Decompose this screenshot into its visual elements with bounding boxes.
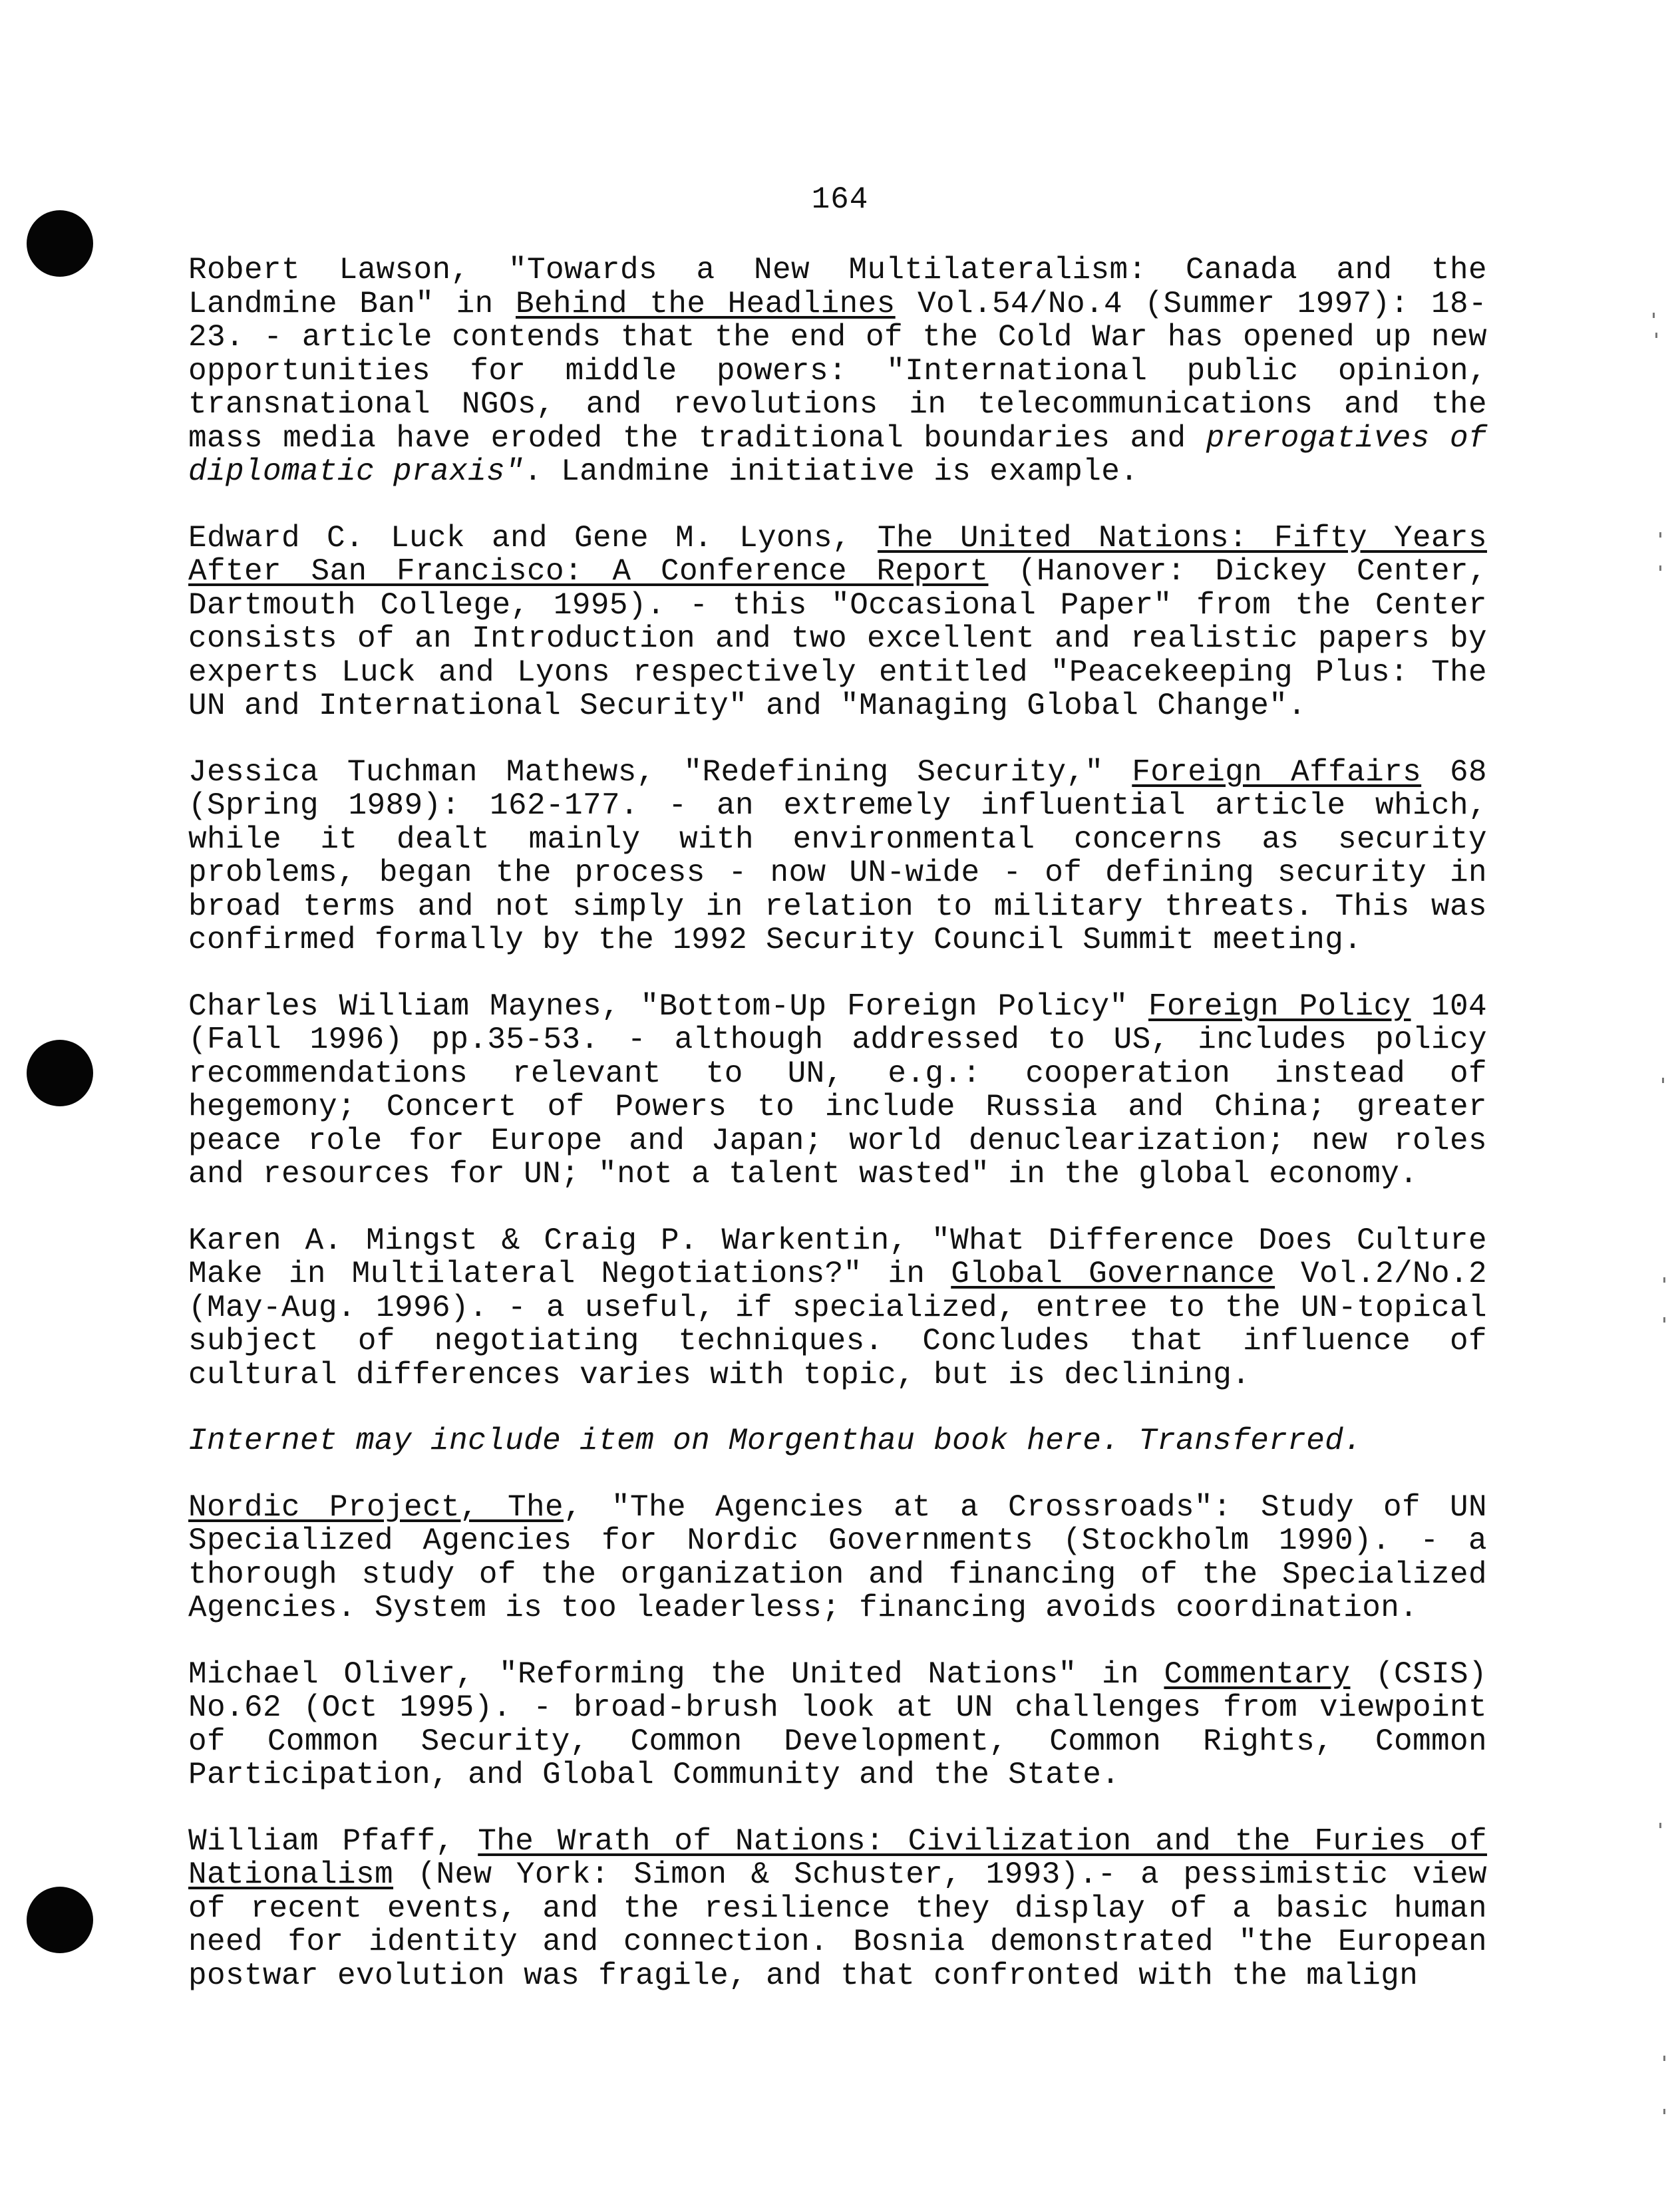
entry-title: The Wrath of Nations: Civilization and the Furies of Nationalism (188, 1823, 1488, 1892)
entry-description: Vol.2/No.2 (May-Aug. 1996). - a useful, if specialized, entree to the UN-topical subject of negotiating techniques. Concludes that influence of cultural differences varies with topic, but is declining. (188, 1257, 1487, 1392)
bibliography-list (188, 253, 1487, 2025)
entry-description-tail: . Landmine initiative is example. (524, 454, 1139, 489)
bibliography-entry-maynes (188, 990, 1487, 1191)
bibliography-entry-lawson (188, 253, 1487, 489)
bibliography-entry-nordic-project (188, 1491, 1487, 1625)
scan-speck (1663, 1277, 1665, 1283)
entry-description: , "The Agencies at a Crossroads": Study of UN Specialized Agencies for Nordic Governments (Stockholm 1990). - a thorough study of the organization and financing of the Specialized Agencies. System is too leaderless; financing avoids coordination. (188, 1490, 1487, 1625)
binder-hole (27, 1040, 93, 1106)
bibliography-entry-luck-lyons (188, 522, 1487, 723)
entry-author: Robert Lawson, "Towards a New Multilateralism: Canada and the Landmine Ban" in (188, 253, 1487, 321)
entry-title: Behind the Headlines (515, 286, 896, 321)
scan-speck (1662, 1078, 1664, 1083)
entry-quote: prerogatives of diplomatic praxis" (188, 420, 1487, 489)
binder-hole (27, 1887, 93, 1953)
bibliography-entry-oliver (188, 1658, 1487, 1792)
bibliography-entry-pfaff (188, 1825, 1487, 1993)
scan-speck (1663, 2109, 1665, 2114)
entry-title: The United Nations: Fifty Years After San Francisco: A Conference Report (188, 520, 1487, 589)
scan-speck (1663, 2056, 1665, 2061)
entry-author: Michael Oliver, "Reforming the United Nations" in (188, 1656, 1164, 1692)
entry-title: Foreign Affairs (1132, 754, 1422, 790)
scan-speck (1655, 333, 1657, 338)
entry-title: Foreign Policy (1148, 989, 1411, 1024)
entry-author: Karen A. Mingst & Craig P. Warkentin, "What Difference Does Culture Make in Multilateral Negotiations?" in (188, 1223, 1487, 1291)
page-number: 164 (811, 182, 869, 217)
entry-author: Charles William Maynes, "Bottom-Up Foreign Policy" (188, 989, 1148, 1024)
entry-author: Jessica Tuchman Mathews, "Redefining Security," (188, 754, 1132, 790)
entry-title: Commentary (1164, 1656, 1351, 1692)
entry-description: (CSIS) No.62 (Oct 1995). - broad-brush look at UN challenges from viewpoint of Common Security, Common Development, Common Rights, Common Participation, and Global Community and the State. (188, 1656, 1487, 1792)
entry-author: Edward C. Luck and Gene M. Lyons, (188, 520, 878, 555)
entry-description: 104 (Fall 1996) pp.35-53. - although addressed to US, includes policy recommendations relevant to UN, e.g.: cooperation instead of hegemony; Concert of Powers to include Russia and China; greater peace role for Europe and Japan; world denuclearization; new roles and resources for UN; "not a talent wasted" in the global economy. (188, 989, 1487, 1191)
entry-title: Nordic Project, The (188, 1490, 564, 1525)
editorial-note: Internet may include item on Morgenthau book here. Transferred. (188, 1424, 1363, 1458)
entry-description: (Hanover: Dickey Center, Dartmouth College, 1995). - this "Occasional Paper" from the Center consists of an Introduction and two excellent and realistic papers by experts Luck and Lyons respectively entitled "Peacekeeping Plus: The UN and International Security" and "Managing Global Change". (188, 554, 1487, 723)
entry-description: (New York: Simon & Schuster, 1993).- a pessimistic view of recent events, and the resilience they display of a basic human need for identity and connection. Bosnia demonstrated "the European postwar evolution was fragile, and that confronted with the malign (188, 1857, 1487, 1993)
scan-speck (1659, 565, 1661, 571)
entry-title: Global Governance (951, 1257, 1275, 1291)
entry-author: William Pfaff, (188, 1823, 478, 1859)
scan-speck (1659, 532, 1661, 538)
bibliography-entry-mathews (188, 756, 1487, 957)
entry-description: 68 (Spring 1989): 162-177. - an extremely influential article which, while it dealt mainly with environmental concerns as security problems, began the process - now UN-wide - of defining security in broad terms and not simply in relation to military threats. This was confirmed formally by the 1992 Security Council Summit meeting. (188, 754, 1487, 957)
binder-hole (27, 210, 93, 277)
bibliography-entry-mingst-warkentin (188, 1224, 1487, 1392)
scan-speck (1659, 1823, 1661, 1828)
scan-speck (1663, 1317, 1665, 1323)
entry-description: Vol.54/No.4 (Summer 1997): 18-23. - article contends that the end of the Cold War has opened up new opportunities for middle powers: "International public opinion, transnational NGOs, and revolutions in telecommunications and the mass media have eroded the traditional boundaries and (188, 286, 1488, 456)
scan-speck (1653, 313, 1655, 318)
